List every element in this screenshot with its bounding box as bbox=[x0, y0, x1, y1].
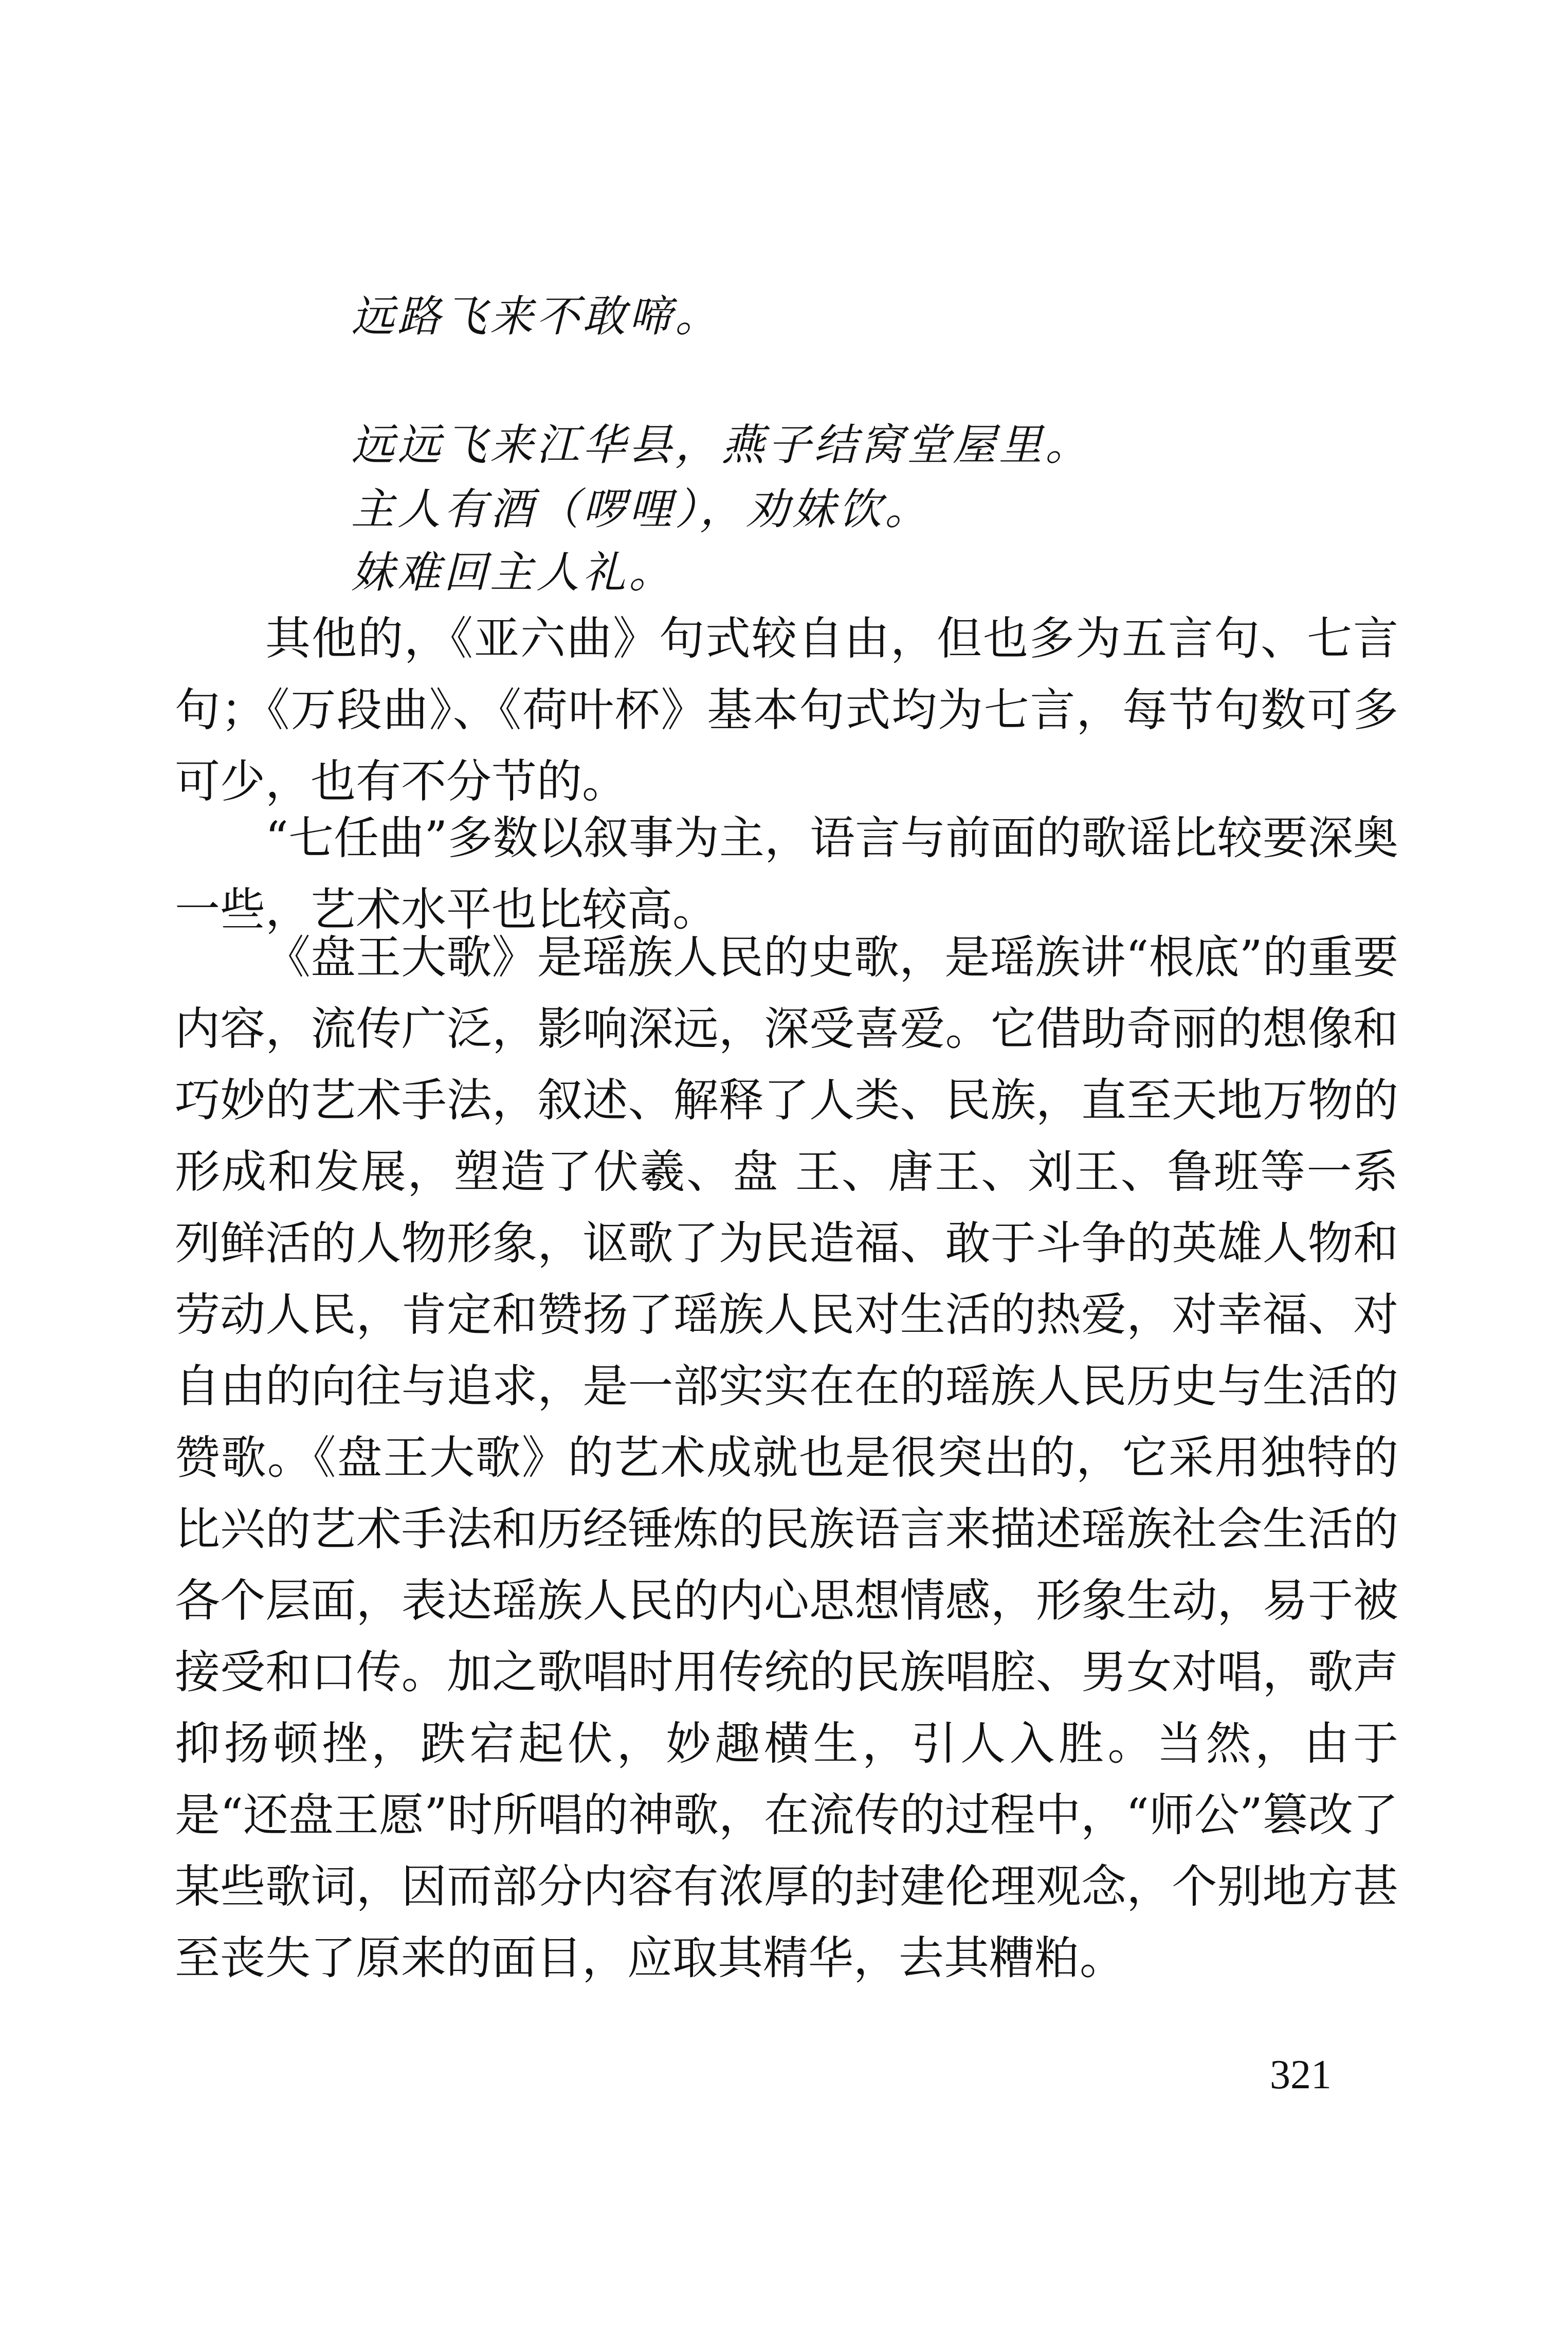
paragraph: “七任曲”多数以叙事为主，语言与前面的歌谣比较要深奥一些，艺术水平也比较高。 bbox=[175, 811, 1398, 936]
page-number: 321 bbox=[1270, 2052, 1332, 2098]
verse-line: 远远飞来江华县，燕子结窝堂屋里。 bbox=[351, 420, 1092, 470]
paragraph: 其他的，《亚六曲》句式较自由，但也多为五言句、七言句；《万段曲》、《荷叶杯》基本句式均为七言，每节句数可多可少，也有不分节的。 bbox=[175, 612, 1398, 808]
verse-line: 妹难回主人礼。 bbox=[351, 547, 676, 598]
verse-line: 主人有酒（啰哩），劝妹饮。 bbox=[351, 484, 932, 534]
verse-line: 远路飞来不敢啼。 bbox=[351, 291, 722, 341]
paragraph: 《盘王大歌》是瑶族人民的史歌，是瑶族讲“根底”的重要内容，流传广泛，影响深远，深受喜爱。它借助奇丽的想像和巧妙的艺术手法，叙述、解释了人类、民族，直至天地万物的形成和发展，塑造了伏羲、盘 王、唐王、刘王、鲁班等一系列鲜活的人物形象，讴歌了为民造福、敢于斗争的英雄人物和劳动人民，肯定和赞扬了瑶族人民对生活的热爱，对幸福、对自由的向往与追求，是一部实实在在的瑶族人民历史与生活的赞歌。《盘王大歌》的艺术成就也是很突出的，它采用独特的比兴的艺术手法和历经锤炼的民族语言来描述瑶族社会生活的各个层面，表达瑶族人民的内心思想情感，形象生动，易于被接受和口传。加之歌唱时用传统的民族唱腔、男女对唱，歌声抑扬顿挫，跌宕起伏，妙趣横生，引人入胜。当然，由于是“还盘王愿”时所唱的神歌，在流传的过程中，“师公”篡改了某些歌词，因而部分内容有浓厚的封建伦理观念，个别地方甚至丧失了原来的面目，应取其精华，去其糟粕。 bbox=[175, 931, 1398, 1984]
